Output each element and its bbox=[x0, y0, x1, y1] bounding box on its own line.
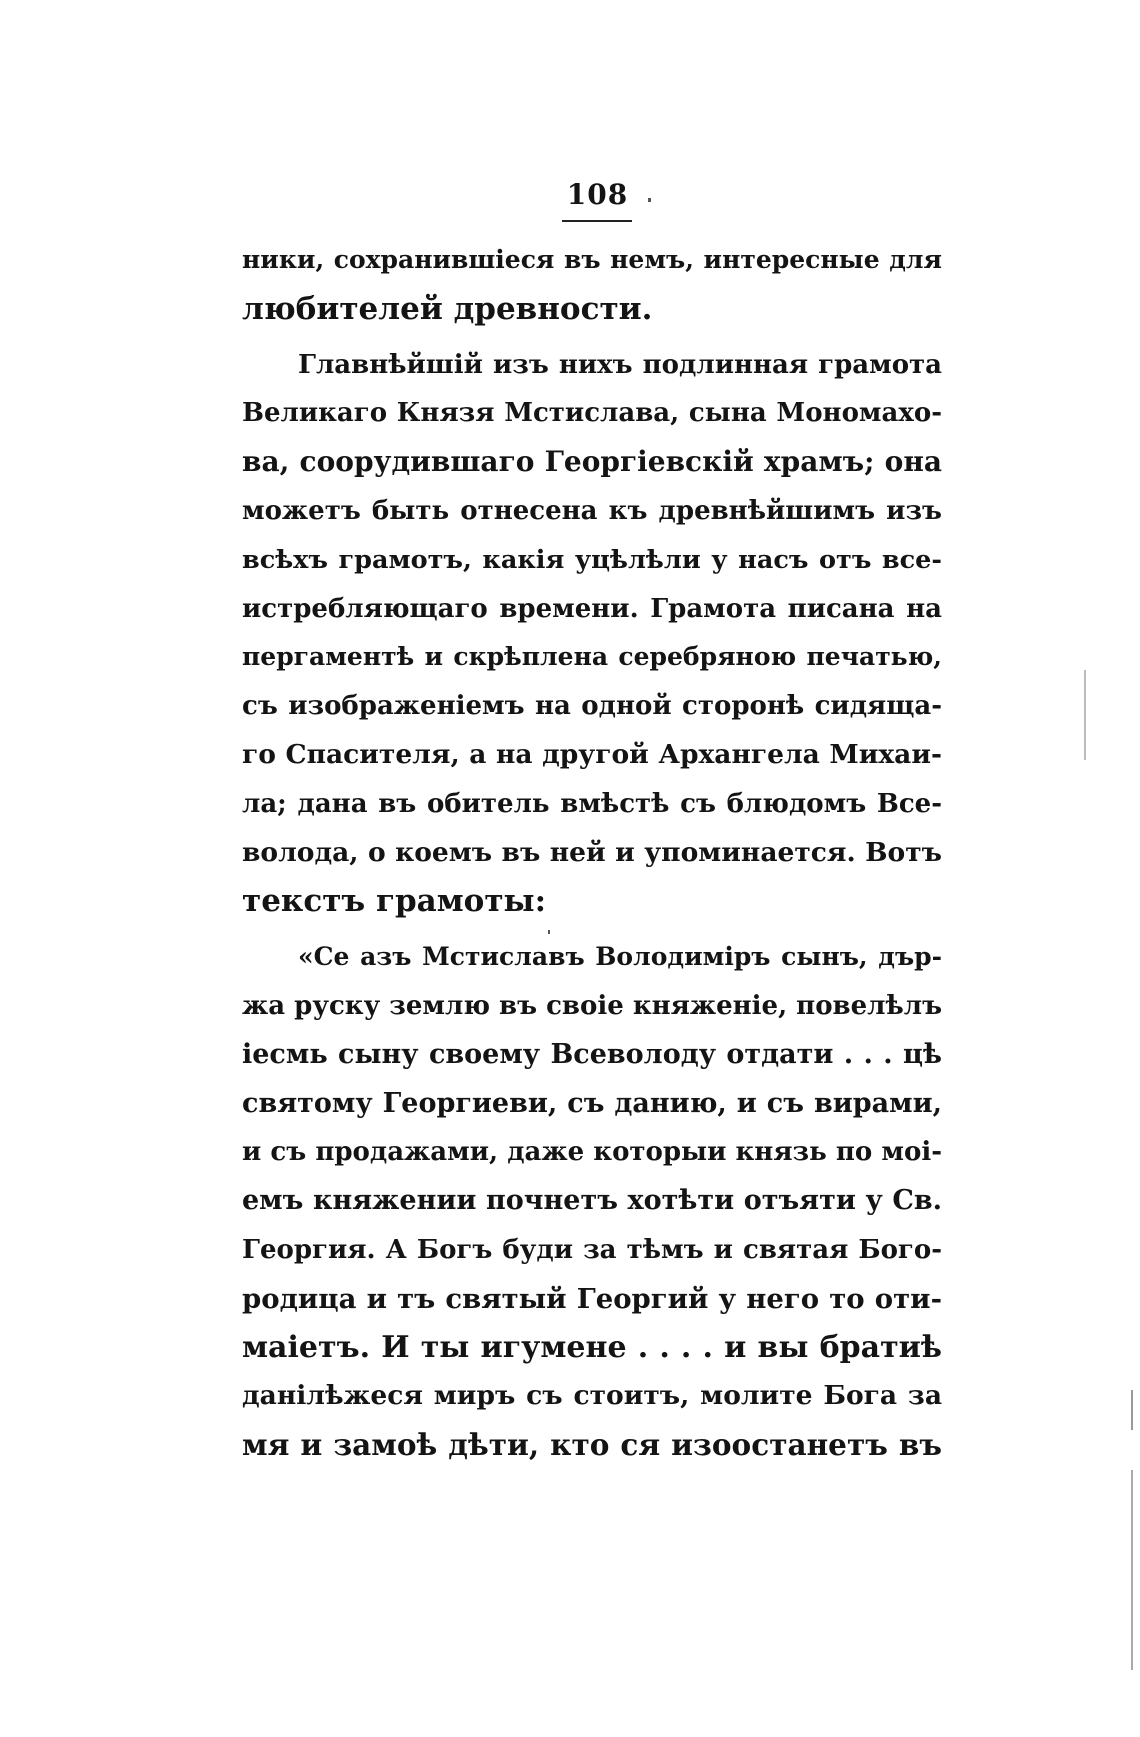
text-line: текстъ грамоты: bbox=[242, 883, 547, 920]
scan-speck bbox=[548, 930, 550, 934]
text-line: емъ княжении почнетъ хотѣти отъяти у Св. bbox=[242, 1185, 942, 1217]
text-line: го Спасителя, а на другой Архангела Михаи- bbox=[242, 738, 942, 770]
page-number: 108 bbox=[566, 178, 629, 211]
paragraph-first-line: «Се азъ Мстиславъ Володиміръ сынъ, дър- bbox=[298, 942, 942, 972]
text-line: Георгия. А Богъ буди за тѣмъ и святая Бого- bbox=[242, 1234, 942, 1265]
scan-edge-mark bbox=[1131, 1470, 1133, 1670]
scan-edge-mark bbox=[1131, 1390, 1133, 1430]
text-line: маіетъ. И ты игумене . . . . и вы братиѣ bbox=[242, 1329, 942, 1365]
text-line: святому Георгиеви, съ данию, и съ вирами, bbox=[242, 1087, 942, 1119]
text-line: можетъ быть отнесена къ древнѣйшимъ изъ bbox=[242, 495, 942, 526]
text-line: данілѣжеся миръ съ стоитъ, молите Бога за bbox=[242, 1380, 942, 1412]
scan-edge-mark bbox=[1084, 670, 1086, 760]
text-line: ва, соорудившаго Георгіевскій храмъ; она bbox=[242, 445, 942, 479]
text-line: жа руску землю въ своіе княженіе, повелѣлъ bbox=[242, 990, 942, 1021]
text-line: волода, о коемъ въ ней и упоминается. Вотъ bbox=[242, 836, 942, 868]
page-number-rule bbox=[562, 220, 632, 222]
body-text bbox=[242, 236, 942, 1470]
text-line: родица и тъ святый Георгий у него то оти- bbox=[242, 1282, 942, 1315]
text-line: Великаго Князя Мстислава, сына Мономахо- bbox=[242, 398, 942, 429]
text-line: ники, сохранившіеся въ немъ, интересные для bbox=[242, 245, 942, 274]
text-line: мя и замоѣ дѣти, кто ся изоостанетъ въ bbox=[242, 1427, 942, 1463]
text-line: и съ продажами, даже которыи князь по моі- bbox=[242, 1137, 942, 1168]
text-line: всѣхъ грамотъ, какія уцѣлѣли у насъ отъ все- bbox=[242, 544, 942, 575]
text-line: пергаментѣ и скрѣплена серебряною печатью, bbox=[242, 642, 942, 672]
text-line: истребляющаго времени. Грамота писана на bbox=[242, 593, 942, 624]
text-line: ла; дана въ обитель вмѣстѣ съ блюдомъ Все- bbox=[242, 788, 942, 819]
text-line: съ изображеніемъ на одной сторонѣ сидяща- bbox=[242, 691, 942, 722]
text-line: іесмь сыну своему Всеволоду отдати . . . цѣ bbox=[242, 1038, 942, 1070]
paragraph-first-line: Главнѣйшій изъ нихъ подлинная грамота bbox=[298, 349, 942, 380]
scan-speck bbox=[648, 198, 651, 202]
text-line: любителей древности. bbox=[242, 290, 653, 327]
